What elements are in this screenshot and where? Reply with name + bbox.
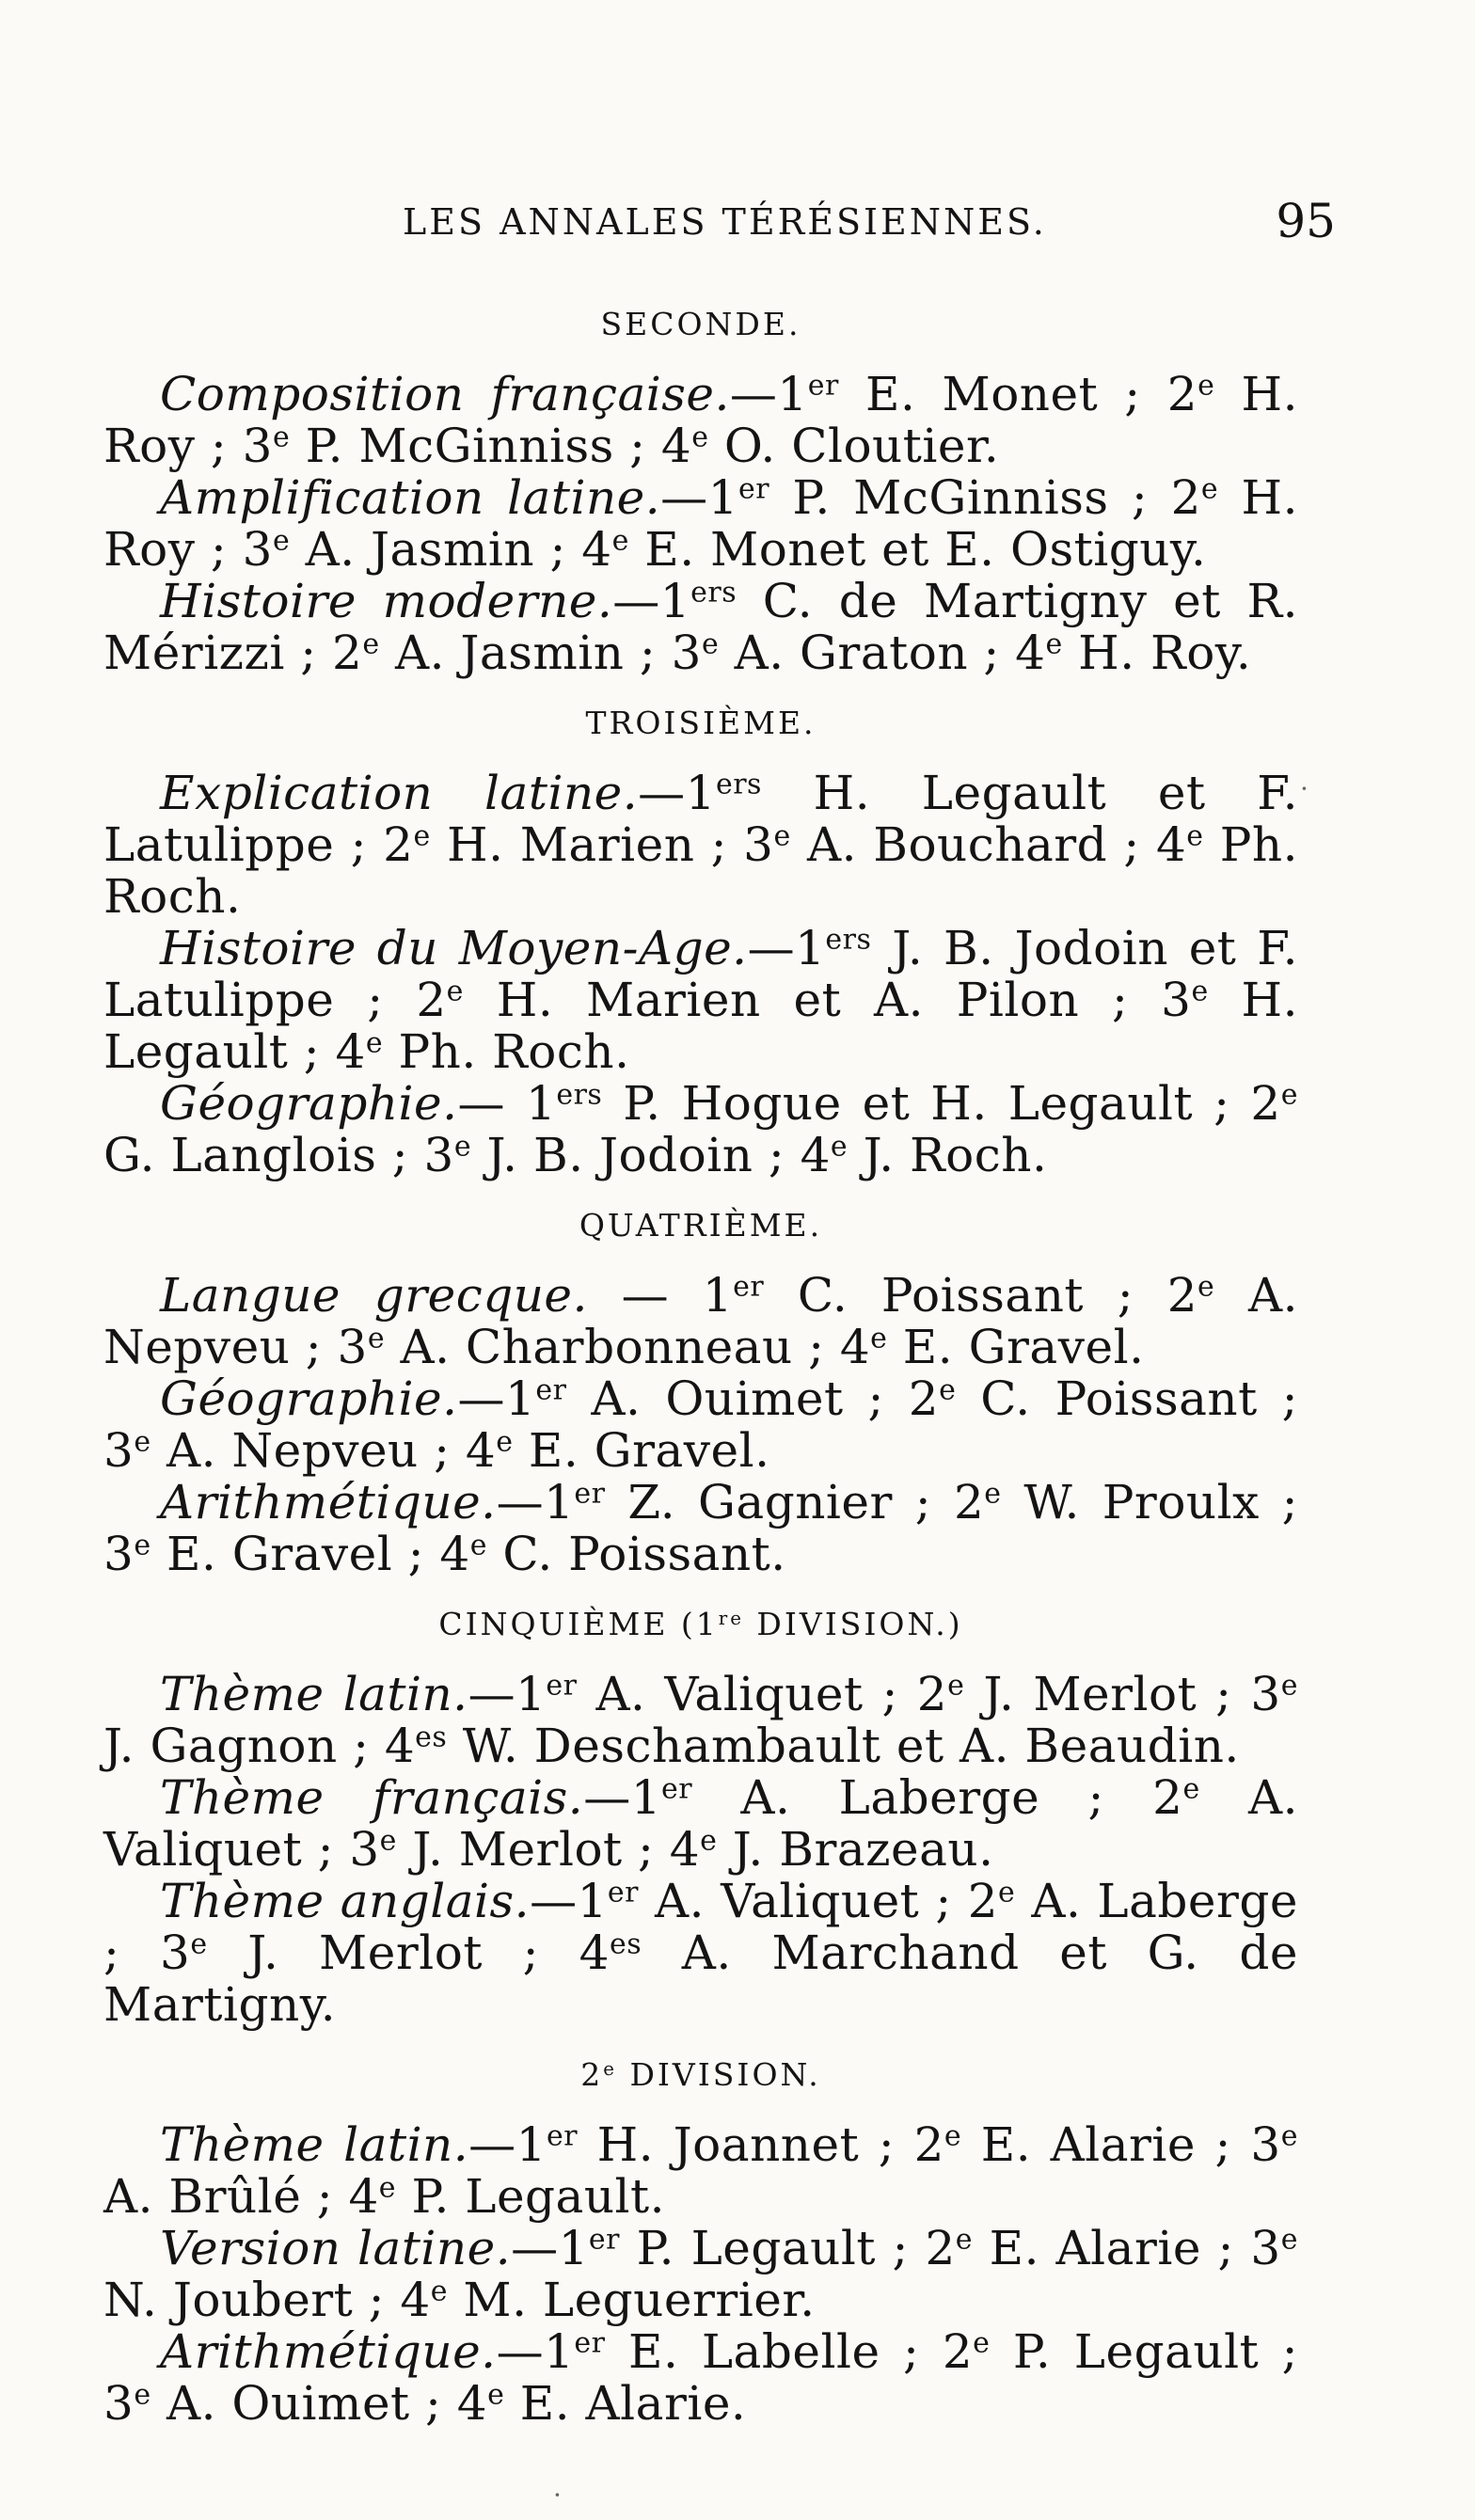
page-number: 95	[1276, 194, 1336, 248]
section-heading: TROISIÈME.	[585, 705, 817, 741]
prize-entry	[103, 1876, 1298, 2031]
subject-label: Amplification latine.	[160, 470, 661, 525]
prize-entry	[103, 923, 1298, 1078]
subject-label: Thème latin.	[160, 2117, 469, 2172]
entry-text: —1ers J. B. Jodoin et F. Latulippe ; 2e H. Marien et A. Pilon ; 3e H. Legault ; 4e Ph. Roch.	[103, 921, 1299, 1079]
section-heading: SECONDE.	[600, 306, 801, 342]
subject-label: Explication latine.	[160, 766, 639, 820]
entry-text: — 1er C. Poissant ; 2e A. Nepveu ; 3e A. Charbonneau ; 4e E. Gravel.	[103, 1268, 1298, 1374]
prize-entry	[103, 1477, 1298, 1580]
prize-entry	[103, 576, 1298, 679]
running-title: LES ANNALES TÉRÉSIENNES.	[403, 201, 1047, 243]
entry-text: —1ers H. Legault et F. Latulippe ; 2e H. Marien ; 3e A. Bouchard ; 4e Ph. Roch.	[103, 766, 1299, 924]
subject-label: Version latine.	[160, 2221, 512, 2275]
entry-text: —1er P. Legault ; 2e E. Alarie ; 3e N. Joubert ; 4e M. Leguerrier.	[103, 2221, 1299, 2327]
subject-label: Langue grecque.	[160, 1268, 588, 1323]
page-body	[103, 301, 1298, 2430]
entry-text: —1er H. Joannet ; 2e E. Alarie ; 3e A. Brûlé ; 4e P. Legault.	[103, 2117, 1298, 2224]
subject-label: Histoire moderne.	[160, 574, 613, 628]
ink-speck: ·	[553, 2480, 562, 2511]
entry-text: —1er Z. Gagnier ; 2e W. Proulx ; 3e E. Gravel ; 4e C. Poissant.	[103, 1475, 1299, 1581]
subject-label: Thème latin.	[160, 1667, 468, 1721]
prize-entry	[103, 1270, 1298, 1373]
running-head	[103, 194, 1372, 258]
entry-text: —1er A. Valiquet ; 2e A. Laberge ; 3e J. Merlot ; $4^{es}$ A. Marchand et G. de Martigny.	[103, 1874, 1298, 2032]
ink-speck: ·	[1300, 773, 1308, 804]
prize-entry	[103, 2326, 1298, 2430]
section-heading: QUATRIÈME.	[579, 1207, 823, 1244]
prize-entry	[103, 1373, 1298, 1477]
entry-text: —1er A. Valiquet ; 2e J. Merlot ; 3e J. Gagnon ; $4^{es}$ W. Deschambault et A. Beaudin.	[103, 1667, 1298, 1773]
prize-entry	[103, 2223, 1298, 2326]
entry-text: —1er A. Laberge ; 2e A. Valiquet ; 3e J. Merlot ; 4e J. Brazeau.	[103, 1770, 1298, 1877]
subject-label: Histoire du Moyen-Age.	[160, 921, 748, 975]
entry-text: —1er A. Ouimet ; 2e C. Poissant ; 3e A. Nepveu ; 4e E. Gravel.	[103, 1371, 1298, 1478]
prize-entry	[103, 369, 1298, 472]
section-heading: 2e DIVISION.	[580, 2056, 821, 2093]
prize-entry	[103, 1772, 1298, 1876]
subject-label: Arithmétique.	[160, 1475, 497, 1529]
prize-entry	[103, 1669, 1298, 1772]
section-heading: CINQUIÈME (1re DIVISION.)	[438, 1606, 963, 1642]
entry-text: —1ers C. de Martigny et R. Mérizzi ; 2e A. Jasmin ; 3e A. Graton ; 4e H. Roy.	[103, 574, 1298, 680]
entry-text: —1er E. Labelle ; 2e P. Legault ; 3e A. Ouimet ; 4e E. Alarie.	[103, 2324, 1299, 2431]
subject-label: Géographie.	[160, 1371, 458, 1426]
entry-text: —1er E. Monet ; 2e H. Roy ; 3e P. McGinniss ; 4e O. Cloutier.	[103, 367, 1299, 473]
entry-text: — 1ers P. Hogue et H. Legault ; 2e G. Langlois ; 3e J. B. Jodoin ; 4e J. Roch.	[103, 1076, 1298, 1182]
prize-entry	[103, 2119, 1298, 2223]
prize-entry	[103, 472, 1298, 576]
subject-label: Géographie.	[160, 1076, 458, 1131]
subject-label: Thème anglais.	[160, 1874, 531, 1928]
subject-label: Thème français.	[160, 1770, 584, 1825]
subject-label: Arithmétique.	[160, 2324, 497, 2379]
subject-label: Composition française.	[160, 367, 730, 421]
prize-entry	[103, 768, 1298, 923]
entry-text: —1er P. McGinniss ; 2e H. Roy ; 3e A. Jasmin ; 4e E. Monet et E. Ostiguy.	[103, 470, 1299, 577]
prize-entry	[103, 1078, 1298, 1181]
